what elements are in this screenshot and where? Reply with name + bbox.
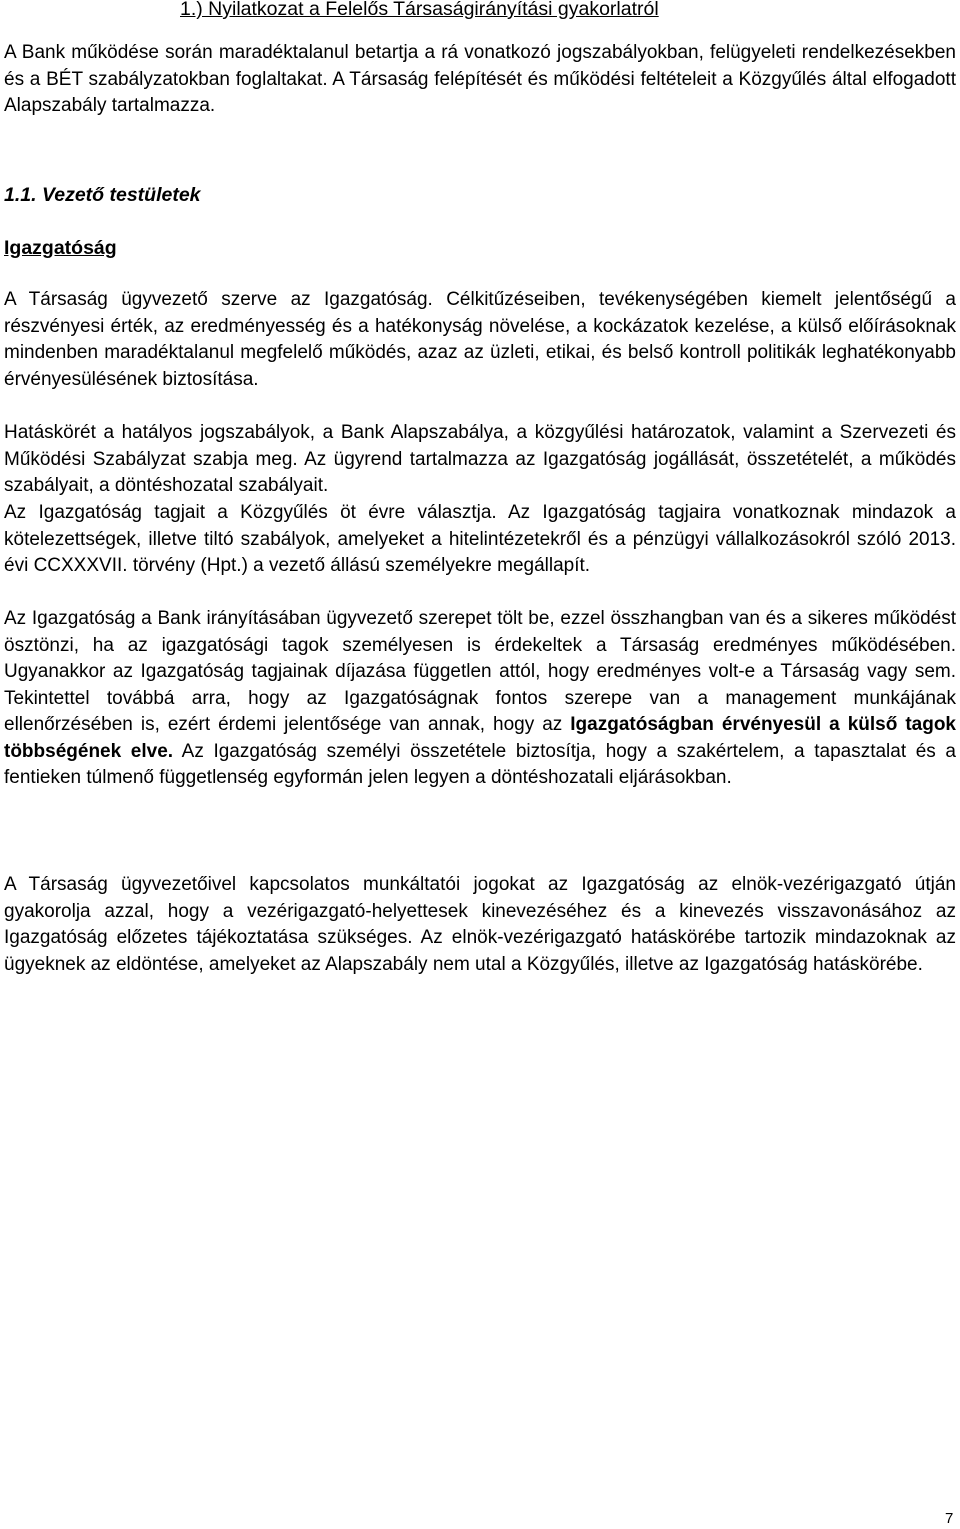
paragraph-5: A Társaság ügyvezetőivel kapcsolatos munkáltatói jogokat az Igazgatóság az elnök-vezérigazgató útján gyakorolja azzal, hogy a vezérigazgató-helyettesek kinevezéséhez és a kinevezés visszavonásához az Igazgatóság előzetes tájékoztatása szükséges. Az elnök-vezérigazgató hatáskörébe tartozik mindazoknak az ügyeknek az eldöntése, amelyeket az Alapszabály nem utal a Közgyűlés, illetve az Igazgatóság hatáskörébe. <box>4 874 956 975</box>
section-heading: 1.1. Vezető testületek <box>4 184 201 206</box>
paragraph-1: A Társaság ügyvezető szerve az Igazgatóság. Célkitűzéseiben, tevékenységében kiemelt jelentőségű a részvényesi érték, az eredményesség és a hatékonyság növelése, a kockázatok kezelése, a külső előírásoknak mindenben maradéktalanul megfelelő működés, azaz az üzleti, etikai, és belső kontroll politikák leghatékonyabb érvényesülésének biztosítása. <box>4 289 956 390</box>
page-number: 7 <box>945 1510 954 1527</box>
paragraph-4-emphasis: Igazgatóságban érvényesül a külső tagok többségének elve. <box>4 714 956 762</box>
paragraph-4 <box>4 606 956 792</box>
page-title: 1.) Nyilatkozat a Felelős Társaságirányítási gyakorlatról <box>180 0 659 20</box>
paragraph-2: Hatáskörét a hatályos jogszabályok, a Bank Alapszabálya, a közgyűlési határozatok, valamint a Szervezeti és Működési Szabályzat szabja meg. Az ügyrend tartalmazza az Igazgatóság jogállását, összetételét, a működés szabályait, a döntéshozatal szabályait. <box>4 422 956 496</box>
paragraph-3: Az Igazgatóság tagjait a Közgyűlés öt évre választja. Az Igazgatóság tagjaira vonatkoznak mindazok a kötelezettségek, illetve tiltó szabályok, amelyeket a hitelintézetekről és a pénzügyi vállalkozásokról szóló 2013. évi CCXXXVII. törvény (Hpt.) a vezető állású személyekre megállapít. <box>4 502 956 576</box>
intro-paragraph: A Bank működése során maradéktalanul betartja a rá vonatkozó jogszabályokban, felügyeleti rendelkezésekben és a BÉT szabályzatokban foglaltakat. A Társaság felépítését és működési feltételeit a Közgyűlés által elfogadott Alapszabály tartalmazza. <box>4 42 956 116</box>
subsection-title: Igazgatóság <box>4 237 117 259</box>
paragraph-4-text-b: Az Igazgatóság személyi összetétele biztosítja, hogy a szakértelem, a tapasztalat és a fentieken túlmenő függetlenség egyformán jelen legyen a döntéshozatali eljárásokban. <box>4 740 956 788</box>
paragraph-4-text-a: Az Igazgatóság a Bank irányításában ügyvezető szerepet tölt be, ezzel összhangban van és a sikeres működést ösztönzi, ha az igazgatósági tagok személyesen is érdekeltek a Társaság eredményes működésében. Ugyanakkor az Igazgatóság tagjainak díjazása független attól, hogy eredményes volt-e a Társaság vagy sem. Tekintettel továbbá arra, hogy az Igazgatóságnak fontos szerepe van a management munkájának ellenőrzésében is, ezért érdemi jelentősége van annak, hogy az <box>4 608 956 735</box>
